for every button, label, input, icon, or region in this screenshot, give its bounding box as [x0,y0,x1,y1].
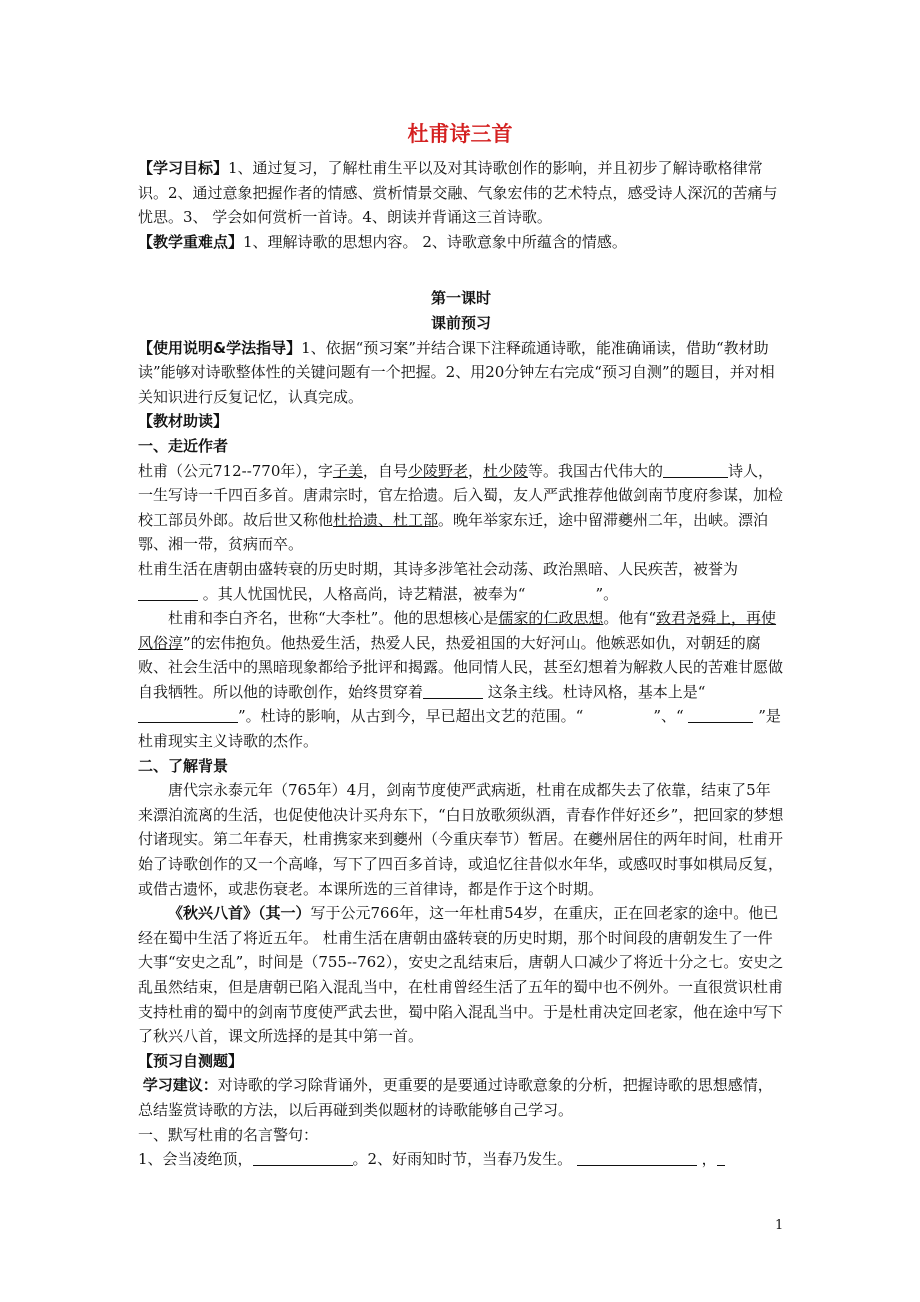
aid-heading: 【教材助读】 [138,412,229,431]
text-run: ， [701,1150,717,1169]
advice-label: 学习建议： [142,1076,218,1095]
text-run: 杜甫和李白齐名，世称“大李杜”。他的思想核心是 [168,609,499,628]
question-1-heading: 一、默写杜甫的名言警句： [138,1125,319,1144]
keypoints-label: 【教学重难点】 [138,232,244,251]
keypoints-text: 1、理解诗歌的思想内容。 2、诗歌意象中所蕴含的情感。 [243,232,627,251]
goals-text: 1、通过复习，了解杜甫生平以及对其诗歌创作的影响，并且初步了解诗歌格律常识。2、通过意象把握作者的情感、赏析情景交融、气象宏伟的艺术特点，感受诗人深沉的苦痛与忧思。3、 学会如何赏析一首诗。4、朗读并背诵这三首诗歌。 [138,159,778,227]
fill-blank[interactable] [688,708,753,723]
selftest-heading: 【预习自测题】 [138,1051,244,1070]
ambition-quote: 致君尧舜上，再使风俗淳 [138,609,777,652]
pseudonym: 少陵野老 [407,461,468,480]
alias: 杜少陵 [482,461,528,480]
text-run: ”、“ [653,707,684,726]
author-heading: 一、走近作者 [138,436,229,455]
question-1-items [138,1147,784,1172]
key-points [138,230,784,255]
study-advice [138,1073,784,1122]
text-run: 杜甫（公元712--770年），字 [138,461,333,480]
official-titles: 杜拾遗、杜工部 [333,510,439,529]
text-run: 等。我国古代伟大的 [527,461,663,480]
text-run: 1、会当凌绝顶， [138,1150,253,1169]
usage-label: 【使用说明&学法指导】 [138,338,302,357]
background-heading: 二、了解背景 [138,756,229,775]
poem-title: 《秋兴八首》（其一） [168,904,311,923]
page-number: 1 [775,1218,784,1233]
fill-blank[interactable] [717,1151,725,1166]
author-paragraph-1 [138,459,784,557]
background-paragraph-2 [138,901,784,1049]
learning-goals [138,156,784,230]
core-thought: 儒家的仁政思想 [498,609,604,628]
fill-blank[interactable] [663,463,728,478]
preview-title: 课前预习 [430,313,491,332]
text-run: ， [467,461,483,480]
page-title: 杜甫诗三首 [407,122,513,146]
fill-blank[interactable] [138,708,238,723]
advice-text: 对诗歌的学习除背诵外，更重要的是要通过诗歌意象的分析，把握诗歌的思想感情，总结鉴赏诗歌的方法，以后再碰到类似题材的诗歌能够自己学习。 [138,1076,773,1119]
text-run: 这条主线。杜诗风格，基本上是“ [487,682,706,701]
text-run: 。晚年举家东迁，途中留滞夔州二年，出峡。漂泊鄂、湘一带，贫病而卒。 [138,510,769,554]
background-paragraph-1: 唐代宗永泰元年（765年）4月，剑南节度使严武病逝，杜甫在成都失去了依靠，结束了5年来漂泊流离的生活，也促使他决计买舟东下，“白日放歌须纵酒，青春作伴好还乡”，把回家的梦想付诸现实。第二年春天，杜甫携家来到夔州（今重庆奉节）暂居。在夔州居住的两年时间，杜甫开始了诗歌创作的又一个高峰，写下了四百多首诗，或追忆往昔似水年华，或感叹时事如棋局反复，或借古遗怀，或悲伤衰老。本课所选的三首律诗，都是作于这个时期。 [138,781,784,898]
text-run: 诗人，一生写诗一千四百多首。唐肃宗时，官左拾遗。后入蜀，友人严武推荐他做剑南节度府参谋，加检校工部员外郎。故后世又称他 [138,461,784,529]
text-run: 。他有“ [603,609,657,628]
document-body [138,156,784,1172]
fill-blank[interactable] [577,1151,697,1166]
text-run: 。其人忧国忧民，人格高尚，诗艺精湛，被奉为“ [202,584,526,603]
fill-blank[interactable] [253,1151,353,1166]
text-run: 写于公元766年，这一年杜甫54岁，在重庆，正在回老家的途中。他已经在蜀中生活了将近五年。 杜甫生活在唐朝由盛转衰的历史时期，那个时间段的唐朝发生了一件大事“安史之乱”，时间是（755--762），安史之乱结束后，唐朝人口减少了将近十分之七。安史之乱虽然结束，但是唐朝已陷入混乱当中，在杜甫曾经生活了五年的蜀中也不例外。一直很赏识杜甫支持杜甫的蜀中的剑南节度使严武去世，蜀中陷入混乱当中。于是杜甫决定回老家，他在途中写下了秋兴八首，课文所选择的是其中第一首。 [138,904,784,1046]
author-paragraph-3 [138,606,784,754]
goals-label: 【学习目标】 [138,159,229,177]
text-run: ，自号 [362,461,408,480]
usage-guide [138,336,784,410]
text-run: ”。 [595,584,619,603]
text-run: 。2、好雨知时节，当春乃发生。 [352,1150,573,1169]
usage-text: 1、依据“预习案”并结合课下注释疏通诗歌，能准确诵读，借助“教材助读”能够对诗歌整体性的关键问题有一个把握。2、用20分钟左右完成“预习自测”的题目，并对相关知识进行反复记忆，认真完成。 [138,338,775,406]
author-paragraph-2 [138,557,784,606]
text-run: ”的宏伟抱负。他热爱生活，热爱人民，热爱祖国的大好河山。他嫉恶如仇，对朝廷的腐败、社会生活中的黑暗现象都给予批评和揭露。他同情人民，甚至幻想着为解救人民的苦难甘愿做自我牺牲。所以他的诗歌创作，始终贯穿着 [138,633,784,701]
text-run: 杜甫生活在唐朝由盛转衰的历史时期，其诗多涉笔社会动荡、政治黑暗、人民疾苦，被誉为 [138,559,739,578]
courtesy-name: 子美 [332,461,363,480]
lesson-title: 第一课时 [430,289,491,308]
fill-blank[interactable] [138,586,198,601]
text-run: ”是杜甫现实主义诗歌的杰作。 [138,707,781,751]
fill-blank[interactable] [423,684,483,699]
text-run: ”。杜诗的影响，从古到今，早已超出文艺的范围。“ [238,707,584,726]
